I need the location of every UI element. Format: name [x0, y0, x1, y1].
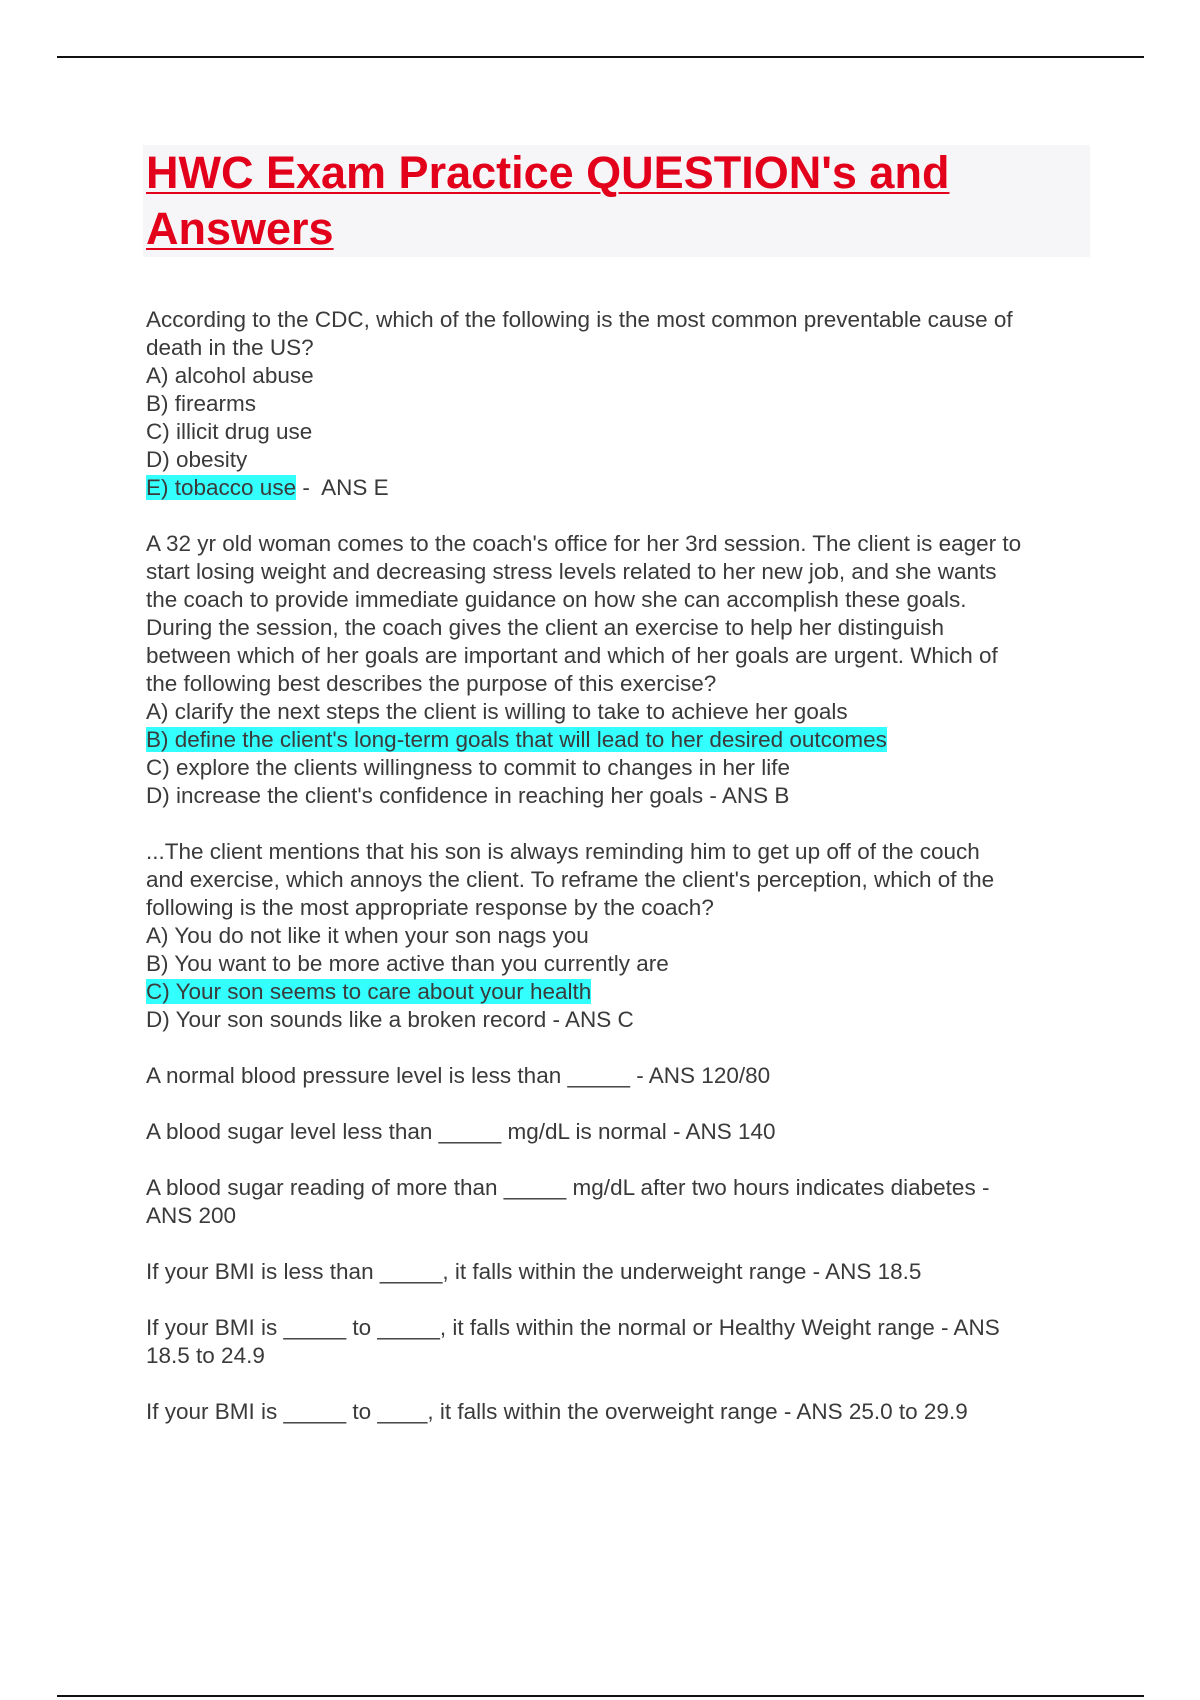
answer-option-a: A) clarify the next steps the client is willing to take to achieve her goals [146, 699, 848, 724]
highlighted-correct-answer: C) Your son seems to care about your health [146, 979, 592, 1004]
answer-option-e [146, 474, 1096, 502]
answer-option-b: B) firearms [146, 391, 257, 416]
answer-option-c [146, 978, 1096, 1006]
question-stem: death in the US? [146, 335, 314, 360]
document-title [146, 145, 1076, 257]
question-stem: the coach to provide immediate guidance on how she can accomplish these goals. [146, 587, 967, 612]
question-stem: and exercise, which annoys the client. To reframe the client's perception, which of the [146, 867, 995, 892]
question-text: A blood sugar reading of more than _____ mg/dL after two hours indicates diabetes - [146, 1175, 990, 1200]
question-7 [146, 1258, 1096, 1286]
answer-option-d: D) obesity [146, 447, 248, 472]
question-stem: following is the most appropriate response by the coach? [146, 895, 714, 920]
answer-option-d: D) Your son sounds like a broken record - ANS C [146, 1007, 634, 1032]
highlighted-correct-answer: E) tobacco use [146, 475, 297, 500]
question-6 [146, 1174, 1096, 1230]
answer-option-c: C) illicit drug use [146, 419, 313, 444]
answer-option-a: A) You do not like it when your son nags you [146, 923, 589, 948]
question-text: A blood sugar level less than _____ mg/dL is normal - ANS 140 [146, 1119, 776, 1144]
highlighted-correct-answer: B) define the client's long-term goals that will lead to her desired outcomes [146, 727, 887, 752]
question-stem: According to the CDC, which of the following is the most common preventable cause of [146, 307, 1013, 332]
top-rule [57, 56, 1144, 58]
question-stem: During the session, the coach gives the client an exercise to help her distinguish [146, 615, 944, 640]
question-stem: A 32 yr old woman comes to the coach's office for her 3rd session. The client is eager to [146, 531, 1022, 556]
answer-option-b: B) You want to be more active than you currently are [146, 951, 669, 976]
question-text: If your BMI is _____ to _____, it falls within the normal or Healthy Weight range - ANS [146, 1315, 1000, 1340]
answer-key: - ANS E [296, 475, 389, 500]
question-text: 18.5 to 24.9 [146, 1343, 265, 1368]
answer-option-a: A) alcohol abuse [146, 363, 314, 388]
question-list [146, 306, 1096, 1454]
question-9 [146, 1398, 1096, 1426]
question-5 [146, 1118, 1096, 1146]
question-8 [146, 1314, 1096, 1370]
title-line-1: HWC Exam Practice QUESTION's and [146, 147, 950, 198]
question-2 [146, 530, 1096, 810]
question-text: If your BMI is less than _____, it falls within the underweight range - ANS 18.5 [146, 1259, 922, 1284]
title-line-2: Answers [146, 203, 334, 254]
question-1 [146, 306, 1096, 502]
question-4 [146, 1062, 1096, 1090]
question-text: A normal blood pressure level is less than _____ - ANS 120/80 [146, 1063, 771, 1088]
question-3 [146, 838, 1096, 1034]
question-stem: ...The client mentions that his son is always reminding him to get up off of the couch [146, 839, 980, 864]
answer-option-c: C) explore the clients willingness to commit to changes in her life [146, 755, 791, 780]
question-stem: start losing weight and decreasing stress levels related to her new job, and she wants [146, 559, 997, 584]
bottom-rule [57, 1695, 1144, 1697]
answer-option-d: D) increase the client's confidence in reaching her goals - ANS B [146, 783, 790, 808]
answer-option-b [146, 726, 1096, 754]
question-stem: between which of her goals are important and which of her goals are urgent. Which of [146, 643, 998, 668]
question-text: ANS 200 [146, 1203, 237, 1228]
question-stem: the following best describes the purpose of this exercise? [146, 671, 717, 696]
question-text: If your BMI is _____ to ____, it falls within the overweight range - ANS 25.0 to 29.9 [146, 1399, 968, 1424]
